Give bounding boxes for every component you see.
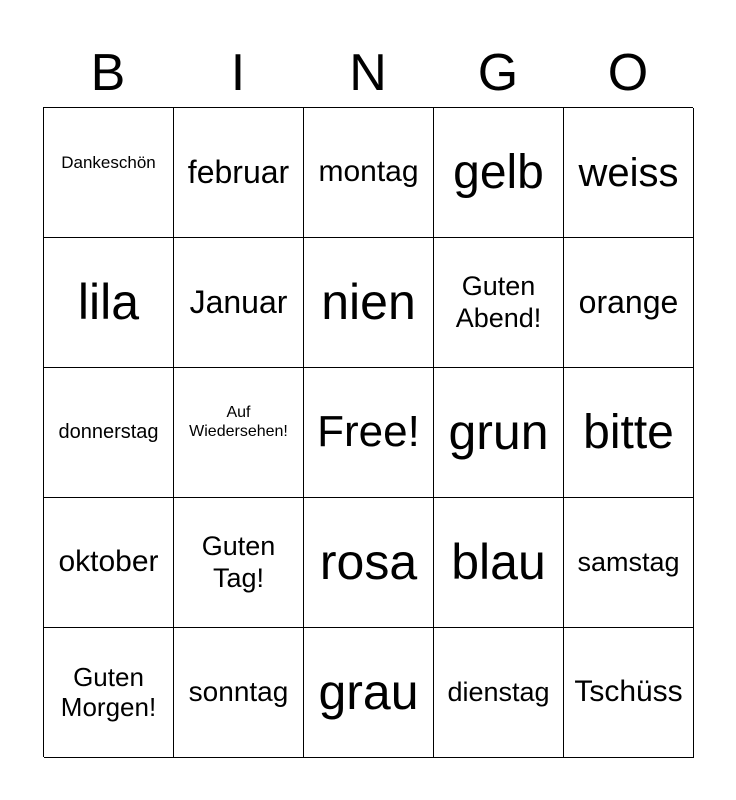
bingo-cell[interactable]	[174, 628, 304, 758]
bingo-cell[interactable]	[174, 368, 304, 498]
cell-label: Tschüss	[574, 675, 683, 709]
cell-label: Guten Abend!	[455, 271, 542, 333]
cell-label: weiss	[578, 150, 679, 195]
cell-label: Guten Morgen!	[60, 661, 157, 722]
cell-label: samstag	[577, 546, 680, 577]
bingo-cell[interactable]	[304, 108, 434, 238]
bingo-cell[interactable]	[564, 628, 694, 758]
bingo-header	[43, 40, 693, 106]
cell-label: lila	[77, 273, 140, 330]
bingo-cell[interactable]	[564, 108, 694, 238]
bingo-cell[interactable]	[434, 498, 564, 628]
cell-label: Free!	[317, 407, 420, 457]
cell-label: sonntag	[188, 676, 289, 708]
header-letter-b: B	[90, 44, 126, 102]
cell-label: grau	[318, 663, 419, 720]
bingo-cell[interactable]	[434, 108, 564, 238]
cell-label: gelb	[453, 145, 544, 199]
cell-label: nien	[321, 273, 416, 330]
bingo-cell[interactable]	[44, 238, 174, 368]
cell-label: Januar	[189, 284, 288, 321]
cell-label: Dankeschön	[61, 152, 156, 172]
bingo-cell[interactable]	[434, 628, 564, 758]
bingo-grid	[43, 107, 693, 757]
bingo-cell[interactable]	[44, 628, 174, 758]
bingo-cell[interactable]	[304, 238, 434, 368]
bingo-cell[interactable]	[304, 368, 434, 498]
header-letter-o: O	[607, 44, 649, 102]
bingo-cell[interactable]	[174, 498, 304, 628]
cell-label: orange	[578, 284, 679, 321]
bingo-cell[interactable]	[434, 368, 564, 498]
cell-label: blau	[451, 533, 546, 590]
cell-label: bitte	[583, 405, 674, 459]
bingo-cell[interactable]	[564, 238, 694, 368]
bingo-cell[interactable]	[44, 108, 174, 238]
cell-label: oktober	[58, 545, 159, 579]
header-letter-g: G	[477, 44, 519, 102]
cell-label: dienstag	[447, 676, 550, 707]
cell-label: rosa	[319, 533, 418, 590]
cell-label: grun	[448, 403, 549, 460]
cell-label: donnerstag	[58, 421, 159, 443]
bingo-cell[interactable]	[304, 498, 434, 628]
cell-label: Guten Tag!	[201, 531, 276, 593]
cell-label: februar	[187, 154, 290, 191]
bingo-cell[interactable]	[564, 498, 694, 628]
bingo-cell[interactable]	[174, 238, 304, 368]
bingo-cell[interactable]	[304, 628, 434, 758]
bingo-cell[interactable]	[44, 498, 174, 628]
bingo-cell[interactable]	[174, 108, 304, 238]
bingo-cell[interactable]	[44, 368, 174, 498]
header-letter-i: I	[230, 44, 246, 102]
cell-label: Auf Wiedersehen!	[189, 404, 288, 440]
bingo-cell[interactable]	[434, 238, 564, 368]
bingo-cell[interactable]	[564, 368, 694, 498]
cell-label: montag	[318, 155, 419, 189]
header-letter-n: N	[349, 44, 387, 102]
